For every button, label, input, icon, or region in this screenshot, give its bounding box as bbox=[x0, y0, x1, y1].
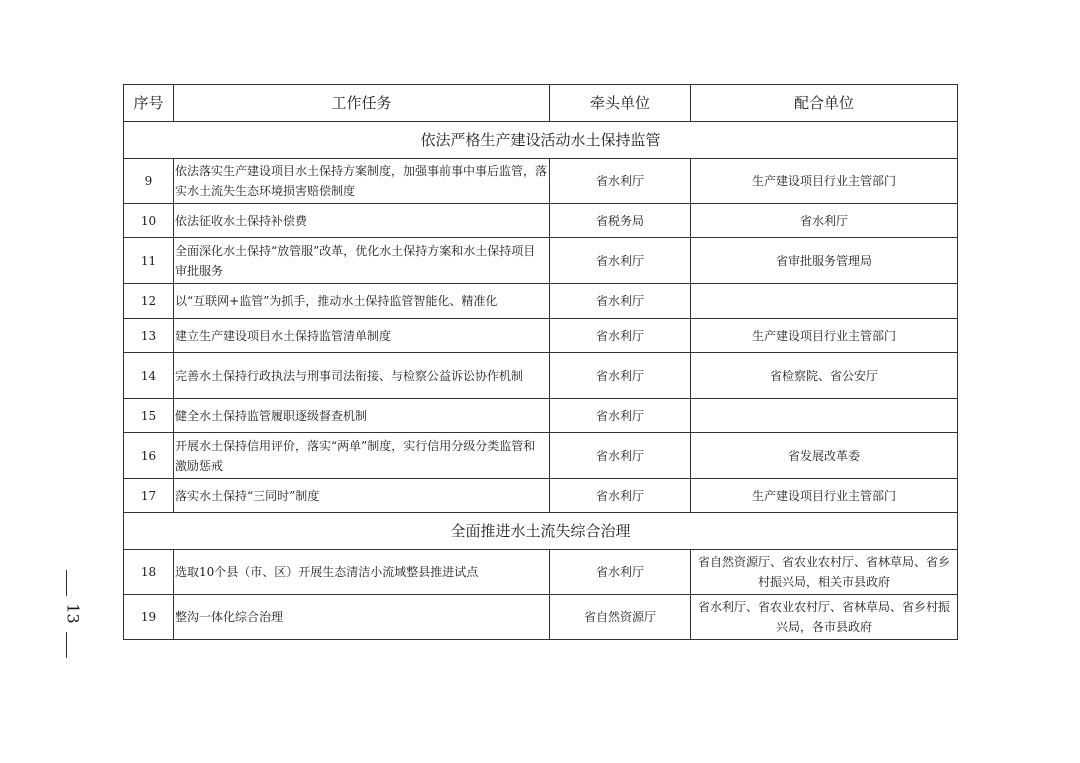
row-task: 开展水土保持信用评价，落实“两单”制度，实行信用分级分类监管和激励惩戒 bbox=[174, 433, 550, 479]
table-row bbox=[124, 238, 958, 284]
row-number: 19 bbox=[124, 595, 174, 640]
row-number: 11 bbox=[124, 238, 174, 284]
row-lead-unit: 省税务局 bbox=[550, 204, 691, 238]
row-number: 14 bbox=[124, 353, 174, 399]
row-task: 建立生产建设项目水土保持监管清单制度 bbox=[174, 319, 550, 353]
row-task: 健全水土保持监管履职逐级督查机制 bbox=[174, 399, 550, 433]
row-lead-unit: 省水利厅 bbox=[550, 479, 691, 513]
row-lead-unit: 省水利厅 bbox=[550, 238, 691, 284]
row-task: 选取10个县（市、区）开展生态清洁小流域整县推进试点 bbox=[174, 550, 550, 595]
page-number: 13 bbox=[63, 603, 83, 624]
row-number: 13 bbox=[124, 319, 174, 353]
row-coop-unit: 生产建设项目行业主管部门 bbox=[691, 319, 958, 353]
page-number-block bbox=[58, 570, 88, 660]
row-number: 18 bbox=[124, 550, 174, 595]
row-coop-unit: 省检察院、省公安厅 bbox=[691, 353, 958, 399]
row-number: 12 bbox=[124, 284, 174, 319]
row-lead-unit: 省水利厅 bbox=[550, 159, 691, 204]
row-number: 15 bbox=[124, 399, 174, 433]
page-dash-top bbox=[66, 570, 67, 596]
page-dash-bottom bbox=[66, 632, 67, 658]
row-number: 16 bbox=[124, 433, 174, 479]
row-lead-unit: 省水利厅 bbox=[550, 284, 691, 319]
table-row bbox=[124, 433, 958, 479]
header-row bbox=[124, 85, 958, 122]
row-lead-unit: 省水利厅 bbox=[550, 319, 691, 353]
header-task: 工作任务 bbox=[174, 85, 550, 122]
section-title: 依法严格生产建设活动水土保持监管 bbox=[124, 122, 958, 159]
row-task: 依法落实生产建设项目水土保持方案制度，加强事前事中事后监管，落实水土流失生态环境损害赔偿制度 bbox=[174, 159, 550, 204]
table-row bbox=[124, 353, 958, 399]
row-number: 10 bbox=[124, 204, 174, 238]
row-lead-unit: 省自然资源厅 bbox=[550, 595, 691, 640]
section-title: 全面推进水土流失综合治理 bbox=[124, 513, 958, 550]
table-row bbox=[124, 284, 958, 319]
section-row bbox=[124, 122, 958, 159]
row-task: 落实水土保持“三同时”制度 bbox=[174, 479, 550, 513]
table-row bbox=[124, 319, 958, 353]
table-row bbox=[124, 479, 958, 513]
row-task: 全面深化水土保持“放管服”改革，优化水土保持方案和水土保持项目审批服务 bbox=[174, 238, 550, 284]
row-task: 完善水土保持行政执法与刑事司法衔接、与检察公益诉讼协作机制 bbox=[174, 353, 550, 399]
row-coop-unit bbox=[691, 284, 958, 319]
header-seq: 序号 bbox=[124, 85, 174, 122]
row-lead-unit: 省水利厅 bbox=[550, 399, 691, 433]
table-row bbox=[124, 204, 958, 238]
row-task: 以“互联网+监管”为抓手，推动水土保持监管智能化、精准化 bbox=[174, 284, 550, 319]
row-task: 依法征收水土保持补偿费 bbox=[174, 204, 550, 238]
row-number: 9 bbox=[124, 159, 174, 204]
row-lead-unit: 省水利厅 bbox=[550, 353, 691, 399]
table-row bbox=[124, 159, 958, 204]
row-lead-unit: 省水利厅 bbox=[550, 550, 691, 595]
table-row bbox=[124, 399, 958, 433]
row-number: 17 bbox=[124, 479, 174, 513]
row-coop-unit: 生产建设项目行业主管部门 bbox=[691, 159, 958, 204]
header-lead: 牵头单位 bbox=[550, 85, 691, 122]
row-task: 整沟一体化综合治理 bbox=[174, 595, 550, 640]
table-row bbox=[124, 550, 958, 595]
row-coop-unit: 省水利厅、省农业农村厅、省林草局、省乡村振兴局，各市县政府 bbox=[691, 595, 958, 640]
row-coop-unit: 省自然资源厅、省农业农村厅、省林草局、省乡村振兴局，相关市县政府 bbox=[691, 550, 958, 595]
section-row bbox=[124, 513, 958, 550]
header-coop: 配合单位 bbox=[691, 85, 958, 122]
row-coop-unit: 省水利厅 bbox=[691, 204, 958, 238]
row-coop-unit: 生产建设项目行业主管部门 bbox=[691, 479, 958, 513]
task-table bbox=[123, 84, 958, 640]
row-coop-unit: 省发展改革委 bbox=[691, 433, 958, 479]
row-lead-unit: 省水利厅 bbox=[550, 433, 691, 479]
row-coop-unit bbox=[691, 399, 958, 433]
table-row bbox=[124, 595, 958, 640]
row-coop-unit: 省审批服务管理局 bbox=[691, 238, 958, 284]
